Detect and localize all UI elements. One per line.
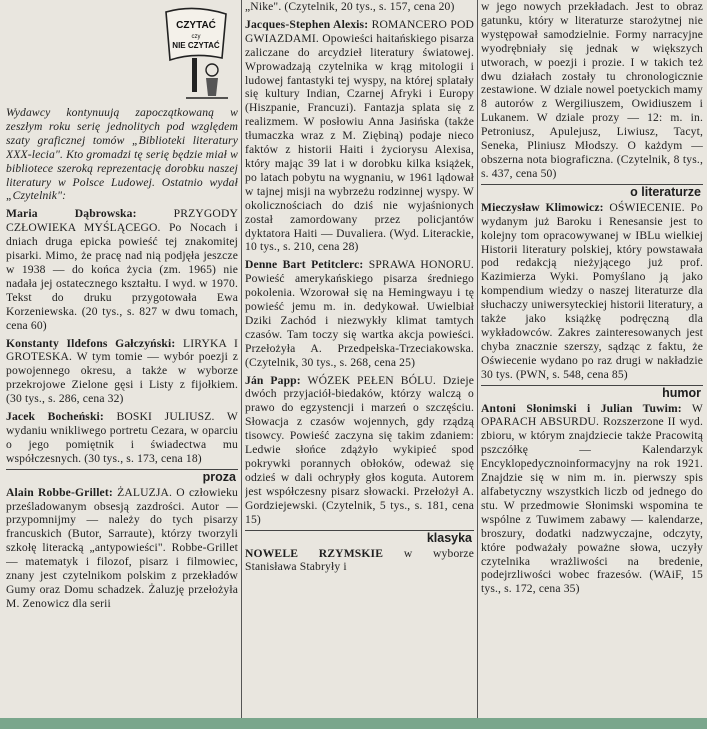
review-slonimski-tuwim bbox=[481, 402, 703, 597]
author: Maria Dąbrowska: bbox=[6, 207, 137, 221]
author: Denne Bart Petitclerc: bbox=[245, 258, 364, 272]
review-continuation: „Nike". (Czytelnik, 20 tys., s. 157, cena 20) bbox=[245, 0, 455, 13]
book-title: NOWELE RZYMSKIE bbox=[245, 546, 384, 560]
bottom-color-strip bbox=[0, 718, 707, 729]
review-robbe-grillet bbox=[6, 486, 238, 611]
author: Jacek Bocheński: bbox=[6, 410, 104, 424]
review-petitclerc bbox=[245, 258, 474, 369]
review-text: SPRAWA HONORU. Powieść amerykańskiego pisarza średniego pokolenia. Wzorował się na Hemingwayu i tę powieść jemu m. in. dedykował. Uwielbiał Dziki Zachód i niezwykły klimat tamtych czasów. Tam toczy się wartka akcja powieści. Przełożyła A. Przedpełska-Trzeciakowska. (Czytelnik, 30 tys., s. 268, cena 25) bbox=[245, 258, 474, 369]
review-klimowicz bbox=[481, 201, 703, 382]
review-dabrowska bbox=[6, 207, 238, 332]
review-papp bbox=[245, 374, 474, 527]
section-header-klasyka bbox=[245, 530, 474, 545]
intro-paragraph: Wydawcy kontynuują zapoczątkowaną w zeszłym roku serię jednolitych pod względem szaty graficznej tomów „Biblioteki literatury XXX-lecia". Kto gromadzi tę serię będzie miał w bibliotece szeroką reprezentację dorobku naszej literatury w Polsce Ludowej. Ostatnio wydał „Czytelnik": bbox=[6, 106, 238, 203]
review-text: BOSKI JULIUSZ. W wydaniu wnikliwego portretu Cezara, w oparciu o jego pomiętnik i świadectwa mu współczesnych. (30 tys., s. 173, cena 18) bbox=[6, 410, 238, 465]
review-text: ŻALUZJA. O człowieku prześladowanym obsesją zazdrości. Autor — przypomnijmy — należy do tych pisarzy francuskich (Butor, Sarraute), którzy tworzyli szkołę literacką „antypowieści". Robbe-Grillet — matematyk i filozof, pisarz i filmowiec, znany jest czytelnikom polskim z przekładów Gumy oraz Domu schadzek. Żaluzję przełożyła M. Zenowicz dla serii bbox=[6, 485, 238, 610]
column-3 bbox=[481, 0, 703, 718]
author: Konstanty Ildefons Gałczyński: bbox=[6, 336, 176, 350]
review-text: w wyborze Stanisława Stabryły i bbox=[245, 546, 474, 574]
logo-line-3: NIE CZYTAĆ bbox=[172, 41, 220, 50]
review-text: WÓZEK PEŁEN BÓLU. Dzieje dwóch przyjaciół-biedaków, którzy walczą o prawo do egzystencji i marzeń o szczęściu. Słowacja z czasów wojennych, gdy rządzą tisowcy. Powieść zaczyna się takim zdaniem: Ledwie słońce zdążyło wykipieć spod pokrywki porannych obłoków, odeważ się odzieś w dali ochrypły głos kogutа. Autorem jest współczesny pisarz słowacki. Przełożył A. Gordziejewski. (Czytelnik, 5 tys., s. 181, cena 15) bbox=[245, 373, 474, 526]
review-text: PRZYGODY CZŁOWIEKA MYŚLĄCEGO. Po Nocach i dniach druga epicka powieść tej znakomitej pisarki. Mimo, że pracę nad nią podjęła jeszcze w 1938 — do końca życia (zm. 1965) nie nadała jej ostatecznego kształtu. I wyd. w 1970. Tekst do druku przygotowała Ewa Korzeniewska. (20 tys., s. 827 w dwu tomach, cena 60) bbox=[6, 207, 238, 332]
author: Antoni Słonimski i Julian Tuwim: bbox=[481, 401, 682, 415]
section-header-o-literaturze bbox=[481, 184, 703, 199]
review-text: W OPARACH ABSURDU. Rozszerzone II wyd. zbioru, w którym znajdziecie także Pracowitą pszczółkę — Kalendarzyk Encyklopedycznoinformacyjny na rok 1921. Znajdzie się w nim m. in. pierwszy spis alfabetyczny wszystkich liczb od jednego do stu. W przedmowie Słonimski wspomina te wspólne z Tuwimem zabawy — kalendarze, broszury, dodatki nadzwyczajne, odczyty, które podważały poważne słowa, uczyły czytelnika wrażliwości na bredenie, podejrzliwości wobec frazesów. (WAiF, 15 tys., s. 172, cena 35) bbox=[481, 401, 703, 596]
section-label: humor bbox=[662, 385, 701, 400]
review-alexis bbox=[245, 18, 474, 254]
author: Alain Robbe-Grillet: bbox=[6, 485, 113, 499]
review-text: OŚWIECENIE. Po wydanym już Baroku i Renesansie jest to kolejny tom opracowywanej w IBLu wielkiej Historii literatury polskiej, który powstawała pod redakcją nieżyjącego już prof. Kazimierza Wyki. Pomyślano ją jako kompendium wiedzy o naszej literaturze dla słuchaczy uniwersyteckiej historii literatury, a także jako książkę podręczną dla wykładowców. Zakres zainteresowanych jest chyba znacznie szerszy, sądząc z faktu, że Oświecenie wydano po raz drugi w nakładzie 30 tys. (PWN, s. 548, cena 85) bbox=[481, 200, 703, 381]
review-text: ROMANCERO POD GWIAZDAMI. Opowieści haitańskiego pisarza zaliczane do arcydzieł literatury światowej. Wprowadzają czytelnika w krąg mitologii i ludowej fantastyki tej wyspy, na której splatały się kultury Indian, Czarnej Afryki i Europy (Hiszpanie, Francuzi). Fantazja splata się z realizmem. W posłowiu Anna Jasińska (także tłumaczka wraz z M. Ziębiną) podaje nieco faktów z historii Haiti i życiorysu Alexisa, który mając 39 lat i w dorobku kilka książek, po latach pobytu na wygnaniu, w 1961 lądował w tajnej misji na wybrzeżu rodzinnej wyspy. W okolicznościach do dziś nie wyjaśnionych został zamordowany przez policjantów dyktatora Haiti — Duvaliera. (Wyd. Literackie, 10 tys., s. 210, cena 28) bbox=[245, 17, 474, 254]
logo-line-1: CZYTAĆ bbox=[176, 20, 216, 31]
column-rule-1 bbox=[241, 0, 242, 718]
review-nowele-continuation: w jego nowych przekładach. Jest to obraz gatunku, który w literaturze starożytnej nie występował samodzielnie. Formy narracyjne wyodrębniały się jednak w większych utworach, w poezji i prozie. I w takich też dwu działach zostały tu chronologicznie zestawione. W dziale nowel poetyckich mamy 8 autorów z Wergiliuszem, Owidiuszem i Lukanem. W dziale prozy — 12: m. in. Petroniusz, Apulejusz, Liwiusz, Tacyt, Seneka, Pliniusz Młodszy. O każdym — obszerna nota biograficzna. (Czytelnik, 8 tys., s. 437, cena 50) bbox=[481, 0, 703, 180]
column-1 bbox=[6, 0, 238, 718]
czytac-logo bbox=[6, 0, 238, 110]
column-2 bbox=[245, 0, 474, 718]
section-header-humor bbox=[481, 385, 703, 400]
review-bochenski bbox=[6, 410, 238, 466]
author: Ján Papp: bbox=[245, 373, 301, 387]
section-header-proza bbox=[6, 469, 238, 484]
logo-line-2: czy bbox=[191, 34, 201, 40]
column-rule-2 bbox=[477, 0, 478, 718]
review-galczynski bbox=[6, 337, 238, 407]
review-nowele bbox=[245, 547, 474, 575]
logo-area bbox=[6, 0, 238, 110]
author: Mieczysław Klimowicz: bbox=[481, 200, 604, 214]
section-label: klasyka bbox=[426, 530, 472, 545]
section-label: proza bbox=[202, 469, 236, 484]
review-text: LIRYKA I GROTESKA. W tym tomie — wybór poezji z powojennego okresu, a także w wyborze przekrojowe Zielone gęsi i Listy z fijołkiem. (30 tys., s. 286, cena 32) bbox=[6, 336, 238, 406]
section-label: o literaturze bbox=[630, 184, 701, 199]
author: Jacques-Stephen Alexis: bbox=[245, 17, 369, 31]
